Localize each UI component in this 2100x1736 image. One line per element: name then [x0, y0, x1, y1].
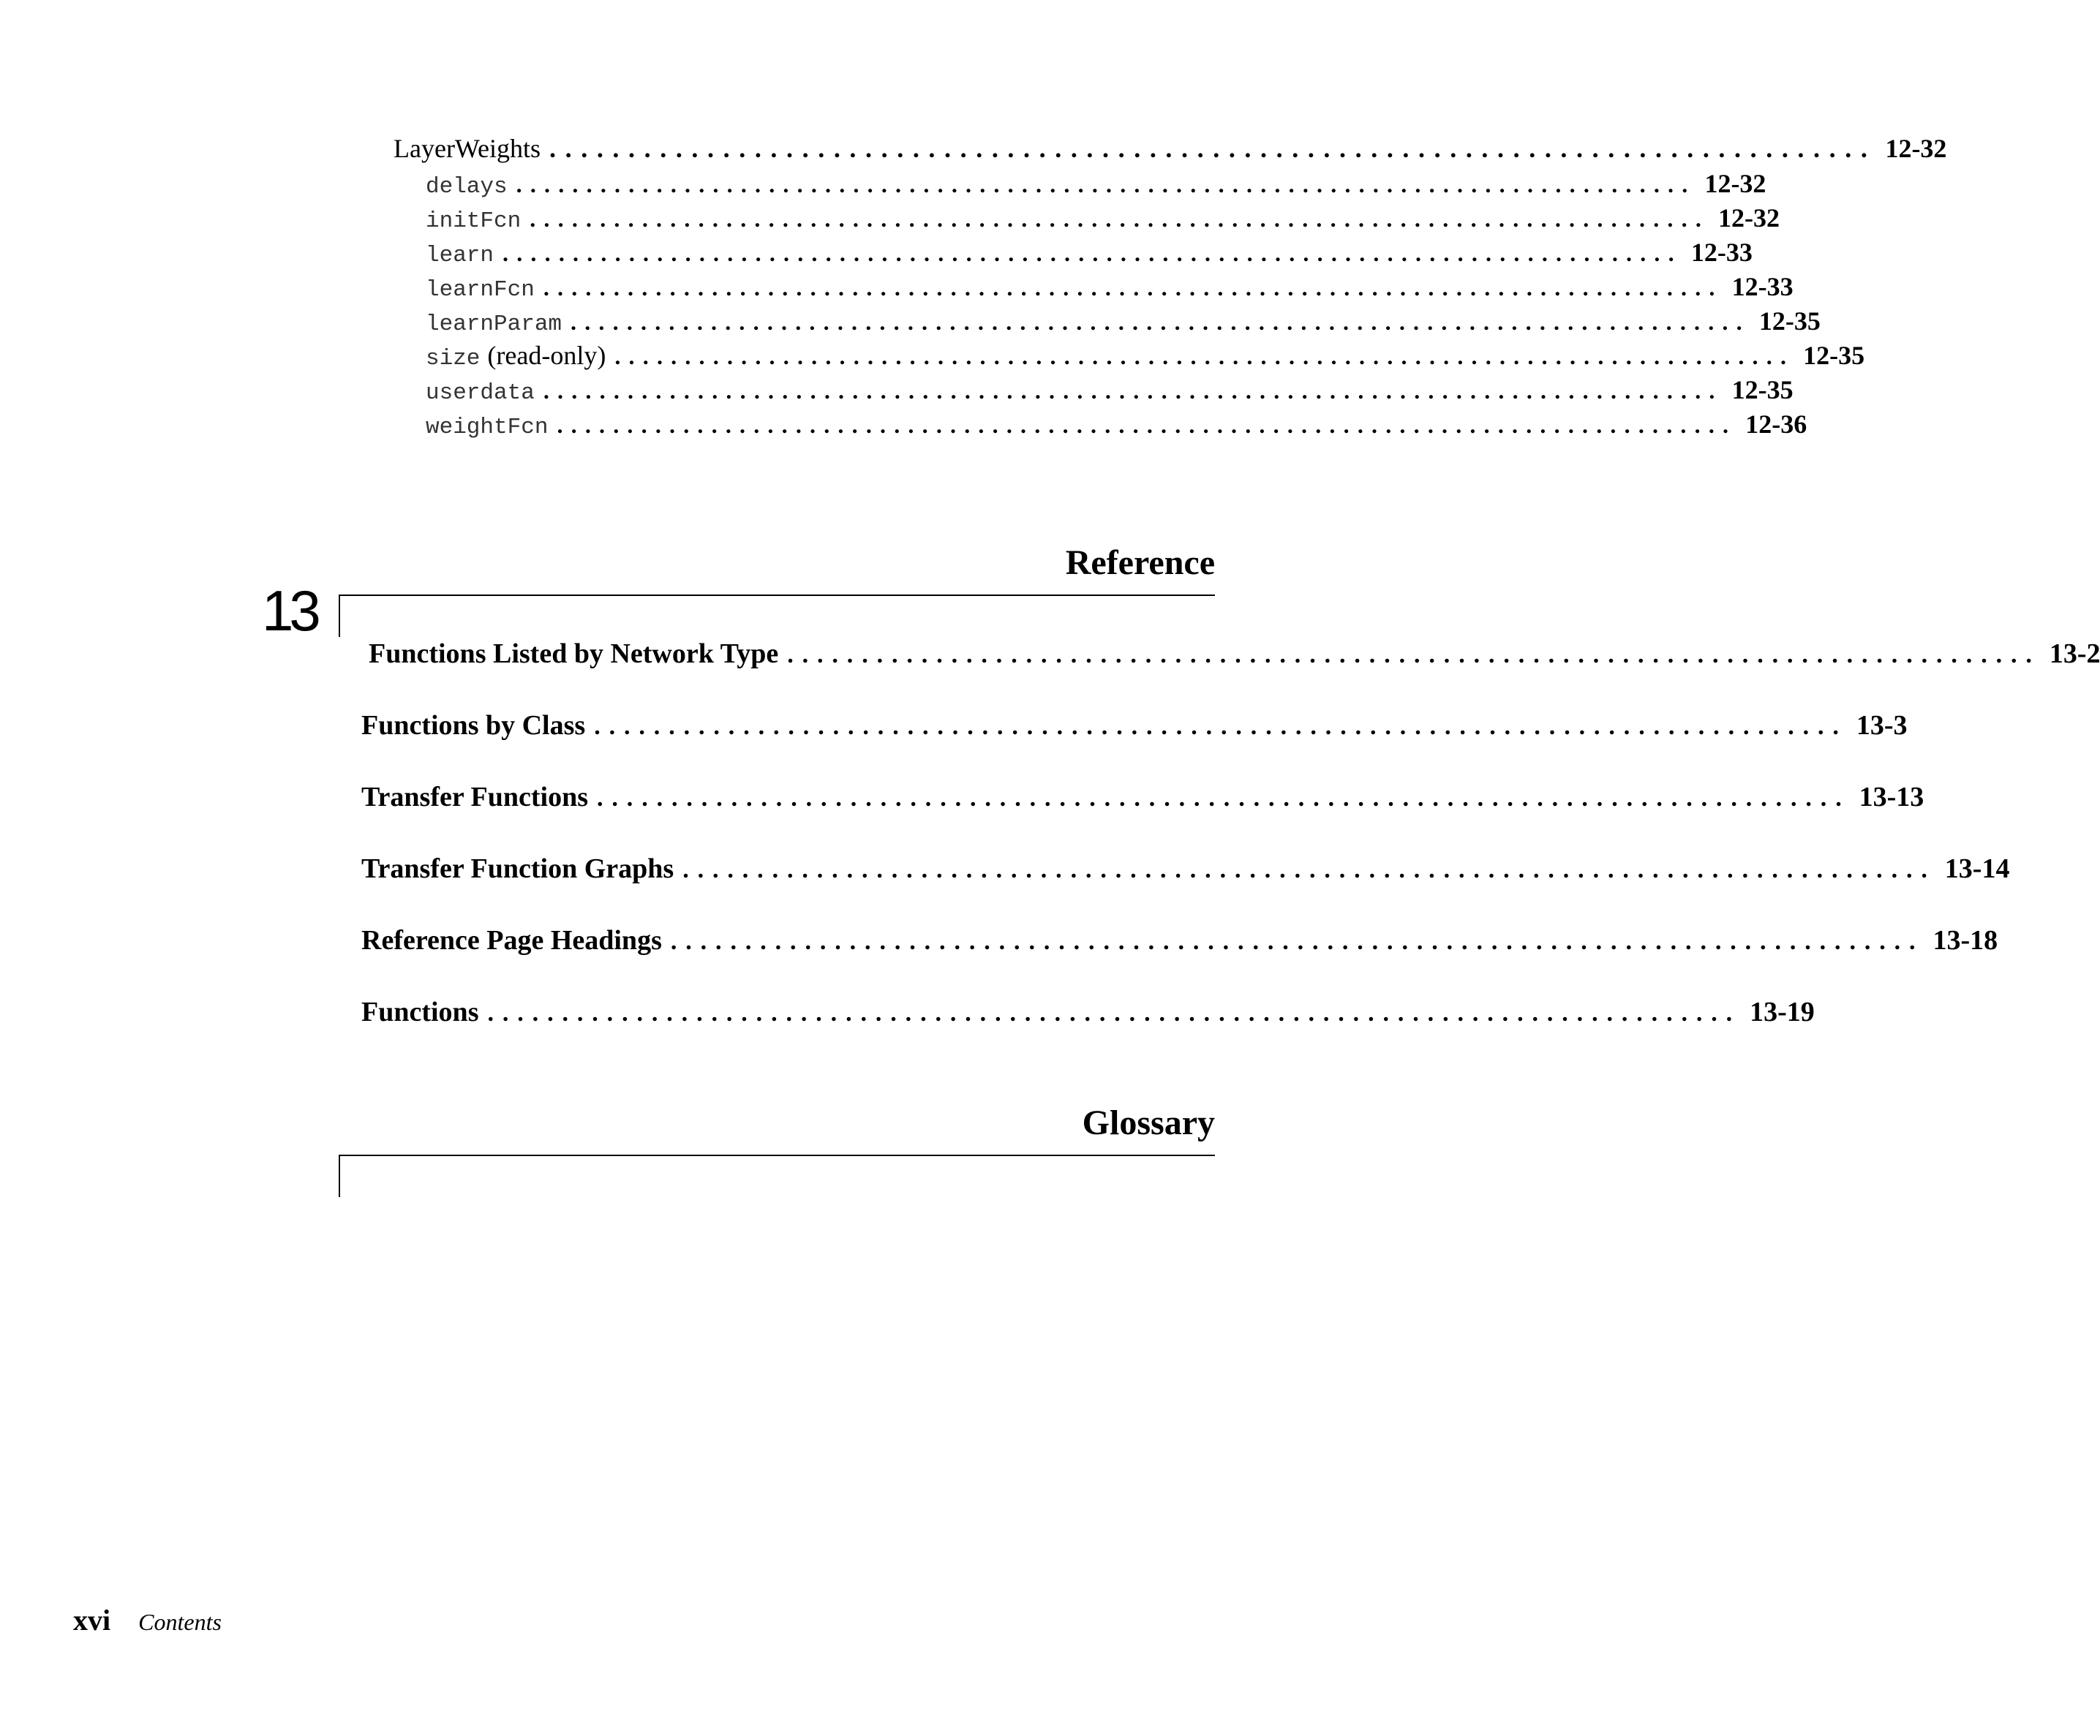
entry-page: 12-35 [1803, 341, 1865, 370]
entry-label: weightFcn [426, 415, 549, 440]
toc-entry-size[interactable] [426, 340, 1865, 374]
section-page: 13-19 [1750, 997, 1815, 1027]
chapter-rule-vertical [339, 595, 340, 637]
section-page: 13-13 [1859, 782, 1924, 812]
chapter-rule [339, 595, 1215, 596]
leader-dots: .................................................................................... [557, 412, 1737, 438]
section-label: Reference Page Headings [361, 925, 662, 956]
leader-dots: .................................................................................... [571, 309, 1750, 335]
page-footer [73, 1603, 222, 1637]
toc-section-transfer-function-graphs[interactable] [361, 853, 2010, 889]
toc-entry-learnparam[interactable] [426, 306, 1821, 339]
section-label: Transfer Functions [361, 782, 588, 812]
leader-dots: .................................................................................... [594, 713, 1848, 740]
section-page: 13-14 [1944, 853, 2010, 884]
leader-dots: .................................................................................... [503, 240, 1682, 266]
section-page: 13-2 [2049, 638, 2100, 669]
leader-dots: .................................................................................... [487, 1000, 1742, 1027]
leader-dots: .................................................................................... [516, 171, 1696, 197]
toc-entry-initfcn[interactable] [426, 203, 1780, 236]
entry-label: learn [426, 243, 494, 268]
footer-label: Contents [138, 1609, 222, 1635]
entry-label: delays [426, 174, 508, 200]
toc-section-functions-listed-by-network-type[interactable] [369, 638, 2100, 674]
toc-section-functions[interactable] [361, 996, 1815, 1033]
chapter-title: Reference [1065, 543, 1215, 582]
section-label: Transfer Function Graphs [361, 853, 674, 884]
toc-entry-userdata[interactable] [426, 374, 1794, 408]
entry-page: 12-33 [1690, 238, 1753, 267]
leader-dots: .................................................................................... [530, 205, 1710, 232]
entry-page: 12-33 [1731, 272, 1794, 301]
leader-dots: .................................................................................... [682, 856, 1936, 883]
toc-section-transfer-functions[interactable] [361, 781, 1924, 818]
toc-section-functions-by-class[interactable] [361, 709, 1908, 746]
chapter-number: 13 [262, 578, 317, 643]
toc-entry-weightfcn[interactable] [426, 409, 1807, 442]
section-label: Functions [361, 997, 479, 1027]
toc-entry-delays[interactable] [426, 168, 1766, 202]
glossary-title: Glossary [1082, 1103, 1215, 1142]
entry-page: 12-32 [1718, 203, 1780, 233]
section-page: 13-3 [1856, 710, 1908, 741]
toc-entry-learnfcn[interactable] [426, 271, 1794, 305]
entry-page: 12-35 [1731, 375, 1794, 404]
leader-dots: .................................................................................... [597, 785, 1851, 812]
entry-page: 12-32 [1704, 169, 1766, 198]
section-page: 13-18 [1932, 925, 1998, 956]
section-label: Functions by Class [361, 710, 586, 741]
leader-dots: .................................................................................... [670, 928, 1924, 955]
leader-dots: .................................................................................... [549, 134, 1877, 163]
leader-dots: .................................................................................... [787, 641, 2041, 668]
entry-page: 12-32 [1885, 134, 1947, 163]
leader-dots: .................................................................................... [614, 343, 1795, 369]
entry-label: initFcn [426, 208, 522, 234]
toc-section-reference-page-headings[interactable] [361, 924, 1998, 961]
entry-label: learnFcn [426, 277, 535, 303]
entry-label: userdata [426, 380, 535, 406]
entry-suffix: (read-only) [487, 341, 606, 370]
section-label: Functions Listed by Network Type [369, 638, 779, 669]
glossary-rule-vertical [339, 1155, 340, 1197]
entry-page: 12-35 [1758, 306, 1821, 336]
leader-dots: .................................................................................... [543, 274, 1723, 301]
entry-page: 12-36 [1745, 410, 1807, 439]
toc-entry-learn[interactable] [426, 237, 1753, 271]
entry-label: LayerWeights [394, 134, 541, 163]
glossary-rule [339, 1155, 1215, 1156]
entry-label: size [426, 346, 481, 371]
leader-dots: .................................................................................... [543, 377, 1723, 404]
entry-label: learnParam [426, 312, 562, 337]
toc-entry-layerweights[interactable] [394, 133, 1947, 167]
footer-page-number: xvi [73, 1604, 111, 1637]
